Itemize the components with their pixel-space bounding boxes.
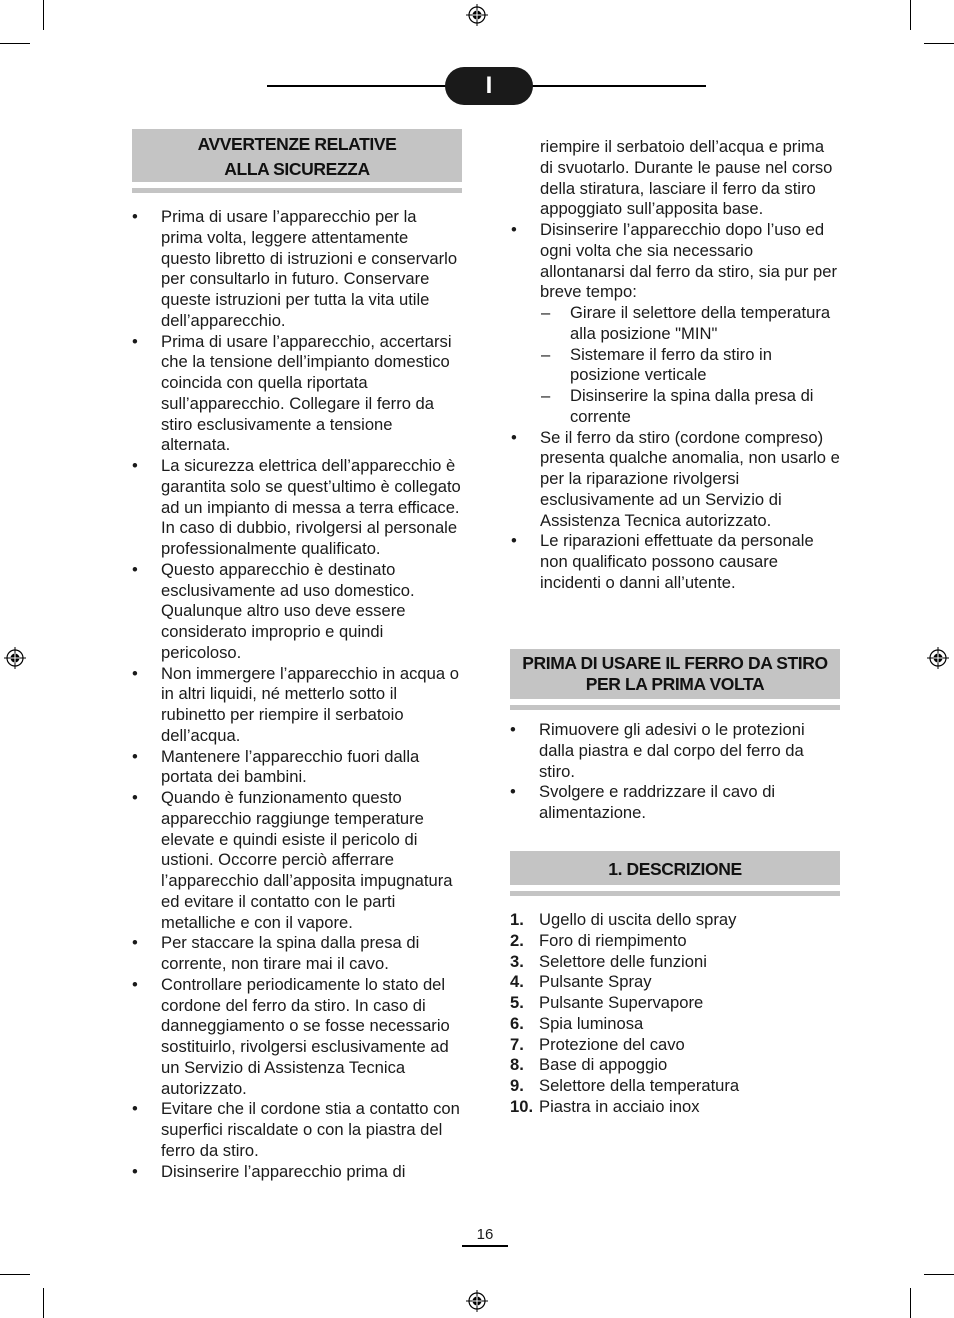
- safety-list: [132, 207, 462, 1182]
- first-use-list: [510, 720, 840, 824]
- sub-list-item: – Girare il selettore della temperatura alla posizione "MIN": [540, 303, 841, 345]
- list-item: • La sicurezza elettrica dell’apparecchio è garantita solo se quest’ultimo è collegato ad un impianto di messa a terra efficace. In caso di dubbio, rivolgersi al personale professionalmente qualificato.: [132, 456, 462, 560]
- parts-list-item: [510, 972, 840, 993]
- list-item: • Non immergere l’apparecchio in acqua o in altri liquidi, né metterlo sotto il rubinetto per riempire il serbatoio dell’acqua.: [132, 664, 462, 747]
- item-label: Selettore delle funzioni: [539, 951, 707, 971]
- crop-mark-top-right-vertical: [910, 0, 911, 30]
- item-label: Spia luminosa: [539, 1013, 644, 1033]
- item-label: Piastra in acciaio inox: [539, 1096, 700, 1116]
- registration-mark-icon: [927, 647, 949, 669]
- list-item: • Svolgere e raddrizzare il cavo di alimentazione.: [510, 782, 840, 824]
- first-use-heading: [510, 649, 840, 699]
- continued-text: riempire il serbatoio dell’acqua e prima di svuotarlo. Durante le pause nel corso della stiratura, lasciare il ferro da stiro appoggiato sull’apposita base.: [540, 137, 833, 219]
- item-number: 10.: [510, 1096, 534, 1116]
- sub-list: [511, 303, 841, 428]
- parts-list-item: [510, 1097, 840, 1118]
- section-underline: [510, 705, 840, 710]
- list-item: • Se il ferro da stiro (cordone compreso) presenta qualche anomalia, non usarlo e per la riparazione rivolgersi esclusivamente ad un Servizio di Assistenza Tecnica autorizzato.: [511, 428, 841, 532]
- list-item: • Evitare che il cordone stia a contatto con superfici riscaldate o con la piastra del ferro da stiro.: [132, 1099, 462, 1161]
- language-badge: I: [445, 67, 533, 105]
- list-item: • Le riparazioni effettuate da personale non qualificato possono causare incidenti o danni all’utente.: [511, 531, 841, 593]
- item-label: Foro di riempimento: [539, 930, 687, 950]
- header-rule-right: [521, 85, 706, 87]
- crop-mark-top-right-horizontal: [924, 43, 954, 44]
- safety-heading-line2: ALLA SICUREZZA: [224, 159, 370, 179]
- right-column: [511, 137, 841, 594]
- parts-list: [510, 910, 840, 1118]
- parts-list-item: [510, 1035, 840, 1056]
- safety-list-continued: [511, 220, 841, 594]
- item-label: Selettore della temperatura: [539, 1076, 740, 1095]
- item-number: 1.: [510, 910, 524, 929]
- list-item: • Questo apparecchio è destinato esclusivamente ad uso domestico. Qualunque altro uso deve essere considerato improprio e quindi pericoloso.: [132, 560, 462, 664]
- parts-list-item: [510, 1055, 840, 1076]
- list-item: • Per staccare la spina dalla presa di corrente, non tirare mai il cavo.: [132, 933, 462, 975]
- description-heading: 1. DESCRIZIONE: [510, 851, 840, 885]
- list-item: • Controllare periodicamente lo stato del cordone del ferro da stiro. In caso di danneggiamento o se fosse necessario sostituirlo, rivolgersi esclusivamente ad un Servizio di Assistenza Tecnica autorizzato.: [132, 975, 462, 1100]
- page-number-underline: [462, 1245, 508, 1247]
- crop-mark-bottom-right-vertical: [910, 1288, 911, 1318]
- crop-mark-top-left-vertical: [43, 0, 44, 30]
- section-underline: [132, 188, 462, 193]
- item-number: 2.: [510, 930, 524, 950]
- item-number: 3.: [510, 951, 524, 971]
- item-number: 8.: [510, 1055, 524, 1075]
- crop-mark-bottom-right-horizontal: [924, 1274, 954, 1275]
- first-use-section: [510, 649, 840, 824]
- sub-list-item: – Sistemare il ferro da stiro in posizione verticale: [540, 345, 841, 387]
- list-item-text: Disinserire l’apparecchio dopo l’uso ed ogni volta che sia necessario allontanarsi dal ferro da stiro, sia pur per breve tempo:: [540, 220, 837, 302]
- registration-mark-icon: [466, 1290, 488, 1312]
- first-use-heading-line2: PER LA PRIMA VOLTA: [585, 674, 765, 694]
- parts-list-item: [510, 910, 840, 931]
- list-item: • Prima di usare l’apparecchio per la prima volta, leggere attentamente questo libretto di istruzioni e conservarlo per consultarlo in futuro. Conservare queste istruzioni per tutta la vita utile dell’apparecchio.: [132, 207, 462, 332]
- description-section: [510, 851, 840, 1118]
- item-number: 4.: [510, 972, 524, 992]
- item-label: Pulsante Supervapore: [539, 993, 704, 1012]
- list-item: • Rimuovere gli adesivi o le protezioni dalla piastra e dal corpo del ferro da stiro.: [510, 720, 840, 782]
- list-item: [511, 220, 841, 428]
- safety-section-heading: [132, 129, 462, 182]
- sub-list-item: – Disinserire la spina dalla presa di corrente: [540, 386, 841, 428]
- first-use-heading-line1: PRIMA DI USARE IL FERRO DA STIRO: [522, 653, 828, 673]
- parts-list-item: [510, 993, 840, 1014]
- left-column: [132, 129, 462, 1182]
- parts-list-item: [510, 1076, 840, 1097]
- parts-list-item: [510, 952, 840, 973]
- item-number: 9.: [510, 1076, 524, 1095]
- section-underline: [510, 891, 840, 896]
- item-label: Protezione del cavo: [539, 1034, 685, 1054]
- registration-mark-icon: [466, 4, 488, 26]
- item-number: 7.: [510, 1034, 524, 1054]
- list-item: • Disinserire l’apparecchio prima di: [132, 1162, 462, 1183]
- crop-mark-bottom-left-vertical: [43, 1288, 44, 1318]
- item-number: 6.: [510, 1013, 524, 1033]
- item-label: Base di appoggio: [539, 1055, 668, 1075]
- header-rule-left: [267, 85, 457, 87]
- registration-mark-icon: [4, 647, 26, 669]
- safety-heading-line1: AVVERTENZE RELATIVE: [197, 134, 397, 154]
- crop-mark-top-left-horizontal: [0, 43, 30, 44]
- page-number: 16: [476, 1226, 494, 1243]
- list-item: • Prima di usare l’apparecchio, accertarsi che la tensione dell’impianto domestico coincida con quella riportata sull’apparecchio. Collegare il ferro da stiro esclusivamente a tensione alternata.: [132, 332, 462, 457]
- crop-mark-bottom-left-horizontal: [0, 1274, 30, 1275]
- list-item: • Mantenere l’apparecchio fuori dalla portata dei bambini.: [132, 747, 462, 789]
- item-label: Ugello di uscita dello spray: [539, 910, 737, 929]
- parts-list-item: [510, 1014, 840, 1035]
- parts-list-item: [510, 931, 840, 952]
- list-item: • Quando è funzionamento questo apparecchio raggiunge temperature elevate e quindi esiste il pericolo di ustioni. Occorre perciò afferrare l’apparecchio dall’apposita impugnatura ed evitare il contatto con le parti metalliche e con il vapore.: [132, 788, 462, 933]
- item-number: 5.: [510, 993, 524, 1012]
- item-label: Pulsante Spray: [539, 972, 652, 992]
